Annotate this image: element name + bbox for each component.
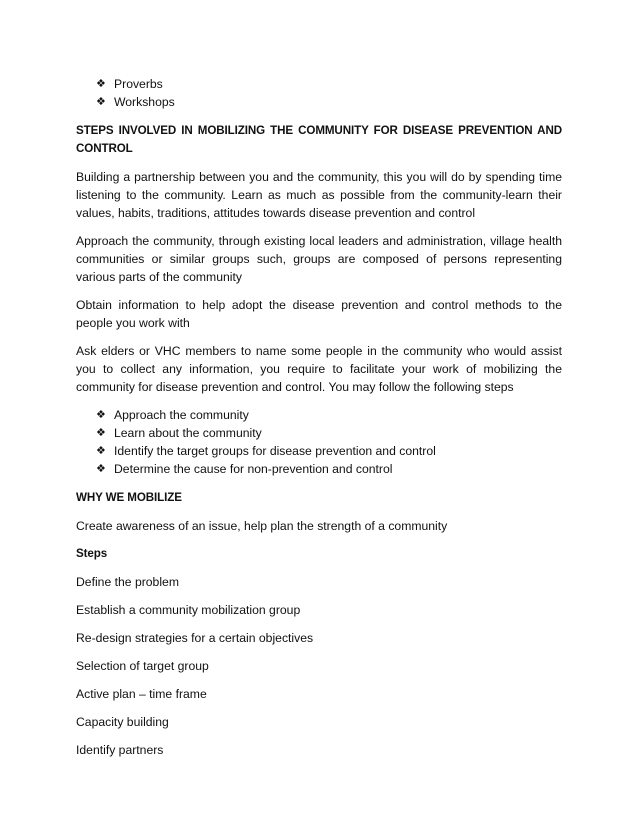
section-heading-why: WHY WE MOBILIZE (76, 491, 182, 504)
list-item-text: Identify the target groups for disease prevention and control (114, 444, 436, 458)
step-item: Selection of target group (76, 659, 209, 673)
list-item (96, 75, 562, 93)
paragraph: Building a partnership between you and the community, this you will do by spending time listening to the community. Learn as much as possible from the community-learn their values, habits, traditions, attitudes towards disease prevention and control (76, 170, 562, 220)
diamond-bullet-icon: ❖ (96, 409, 106, 421)
paragraph: Approach the community, through existing local leaders and administration, village health communities or similar groups such, groups are composed of persons representing various parts of the community (76, 234, 562, 284)
list-item (96, 460, 562, 478)
list-item (96, 93, 562, 111)
paragraph: Create awareness of an issue, help plan the strength of a community (76, 519, 448, 533)
list-item-text: Approach the community (114, 408, 249, 422)
diamond-bullet-icon: ❖ (96, 427, 106, 439)
step-item: Define the problem (76, 575, 179, 589)
diamond-bullet-icon: ❖ (96, 463, 106, 475)
section-heading-steps: Steps (76, 547, 108, 560)
diamond-bullet-icon: ❖ (96, 445, 106, 457)
top-bullet-list (76, 75, 562, 111)
steps-bullet-list (76, 406, 562, 478)
section-heading-steps-involved: STEPS INVOLVED IN MOBILIZING THE COMMUNITY FOR DISEASE PREVENTION AND CONTROL (76, 124, 562, 155)
list-item (96, 406, 562, 424)
list-item-text: Learn about the community (114, 426, 262, 440)
step-item: Active plan – time frame (76, 687, 207, 701)
step-item: Capacity building (76, 715, 169, 729)
step-item: Re-design strategies for a certain objectives (76, 631, 314, 645)
list-item-text: Workshops (114, 95, 175, 109)
step-item: Identify partners (76, 743, 164, 757)
paragraph: Obtain information to help adopt the disease prevention and control methods to the people you work with (76, 298, 562, 330)
paragraph: Ask elders or VHC members to name some people in the community who would assist you to collect any information, you require to facilitate your work of mobilizing the community for disease prevention and control. You may follow the following steps (76, 344, 562, 394)
list-item-text: Determine the cause for non-prevention and control (114, 462, 393, 476)
diamond-bullet-icon: ❖ (96, 96, 106, 108)
list-item-text: Proverbs (114, 77, 163, 91)
list-item (96, 424, 562, 442)
diamond-bullet-icon: ❖ (96, 78, 106, 90)
list-item (96, 442, 562, 460)
step-item: Establish a community mobilization group (76, 603, 301, 617)
